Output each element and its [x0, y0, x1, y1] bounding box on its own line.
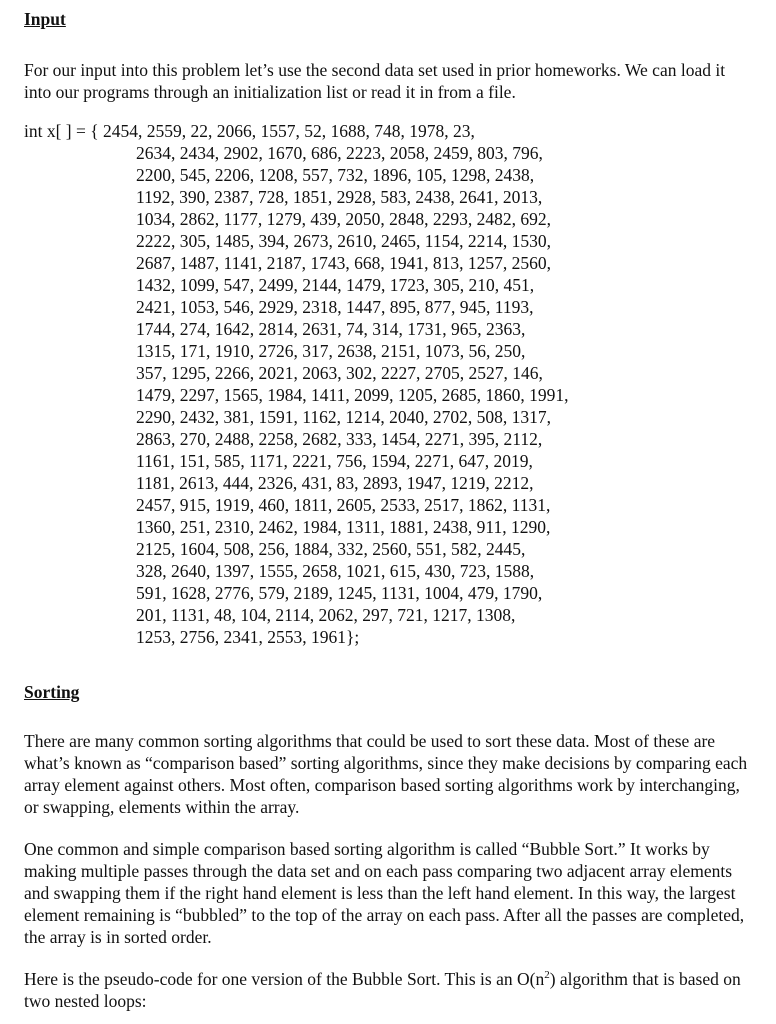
sorting-heading: Sorting [24, 682, 80, 702]
code-line: 2454, 2559, 22, 2066, 1557, 52, 1688, 748, 1978, 23, [103, 121, 475, 141]
code-line: 591, 1628, 2776, 579, 2189, 1245, 1131, 1004, 479, 1790, [136, 583, 543, 603]
para3-text-after: ) algorithm that is based on two nested loops: [24, 969, 741, 1011]
code-first-line [24, 120, 744, 142]
code-line: 1432, 1099, 547, 2499, 2144, 1479, 1723, 305, 210, 451, [136, 275, 535, 295]
code-line: 357, 1295, 2266, 2021, 2063, 302, 2227, 2705, 2527, 146, [136, 363, 543, 383]
code-line: 2200, 545, 2206, 1208, 557, 732, 1896, 105, 1298, 2438, [136, 165, 535, 185]
code-line: 2457, 915, 1919, 460, 1811, 2605, 2533, 2517, 1862, 1131, [136, 495, 551, 515]
code-line: 328, 2640, 1397, 1555, 2658, 1021, 615, 430, 723, 1588, [136, 561, 535, 581]
code-line: 2290, 2432, 381, 1591, 1162, 1214, 2040, 2702, 508, 1317, [136, 407, 551, 427]
sorting-paragraph-3 [24, 968, 754, 1012]
code-line: 2421, 1053, 546, 2929, 2318, 1447, 895, 877, 945, 1193, [136, 297, 534, 317]
code-line: 1253, 2756, 2341, 2553, 1961}; [136, 627, 360, 647]
code-line: 1479, 2297, 1565, 1984, 1411, 2099, 1205, 2685, 1860, 1991, [136, 385, 569, 405]
sorting-paragraph-1: There are many common sorting algorithms that could be used to sort these data. Most of these are what’s known as “comparison based” sorting algorithms, since they make decisions by comparing each array element against others. Most often, comparison based sorting algorithms work by interchanging, or swapping, elements within the array. [24, 731, 748, 817]
code-line: 2863, 270, 2488, 2258, 2682, 333, 1454, 2271, 395, 2112, [136, 429, 543, 449]
code-line: 2222, 305, 1485, 394, 2673, 2610, 2465, 1154, 2214, 1530, [136, 231, 551, 251]
exponent: 2 [544, 969, 550, 982]
code-line: 1181, 2613, 444, 2326, 431, 83, 2893, 1947, 1219, 2212, [136, 473, 534, 493]
array-initializer-code [24, 120, 744, 648]
code-line: 2634, 2434, 2902, 1670, 686, 2223, 2058, 2459, 803, 796, [136, 143, 543, 163]
code-line: 201, 1131, 48, 104, 2114, 2062, 297, 721, 1217, 1308, [136, 605, 516, 625]
sorting-paragraph-2: One common and simple comparison based sorting algorithm is called “Bubble Sort.” It works by making multiple passes through the data set and on each pass comparing two adjacent array elements and swapping them if the right hand element is less than the left hand element. In this way, the largest element remaining is “bubbled” to the top of the array on each pass. After all the passes are completed, the array is in sorted order. [24, 839, 745, 947]
input-heading: Input [24, 9, 66, 29]
code-line: 1192, 390, 2387, 728, 1851, 2928, 583, 2438, 2641, 2013, [136, 187, 543, 207]
code-prefix: int x[ ] = { [24, 121, 104, 141]
code-line: 1360, 251, 2310, 2462, 1984, 1311, 1881, 2438, 911, 1290, [136, 517, 551, 537]
code-line: 1744, 274, 1642, 2814, 2631, 74, 314, 1731, 965, 2363, [136, 319, 526, 339]
code-line: 1161, 151, 585, 1171, 2221, 756, 1594, 2271, 647, 2019, [136, 451, 533, 471]
code-line: 1034, 2862, 1177, 1279, 439, 2050, 2848, 2293, 2482, 692, [136, 209, 551, 229]
para3-text-before: Here is the pseudo-code for one version of the Bubble Sort. This is an O(n [24, 969, 545, 989]
code-line: 2125, 1604, 508, 256, 1884, 332, 2560, 551, 582, 2445, [136, 539, 526, 559]
code-line: 1315, 171, 1910, 2726, 317, 2638, 2151, 1073, 56, 250, [136, 341, 526, 361]
input-intro-paragraph: For our input into this problem let’s use the second data set used in prior homeworks. We can load it into our programs through an initialization list or read it in from a file. [24, 60, 726, 102]
code-line: 2687, 1487, 1141, 2187, 1743, 668, 1941, 813, 1257, 2560, [136, 253, 551, 273]
